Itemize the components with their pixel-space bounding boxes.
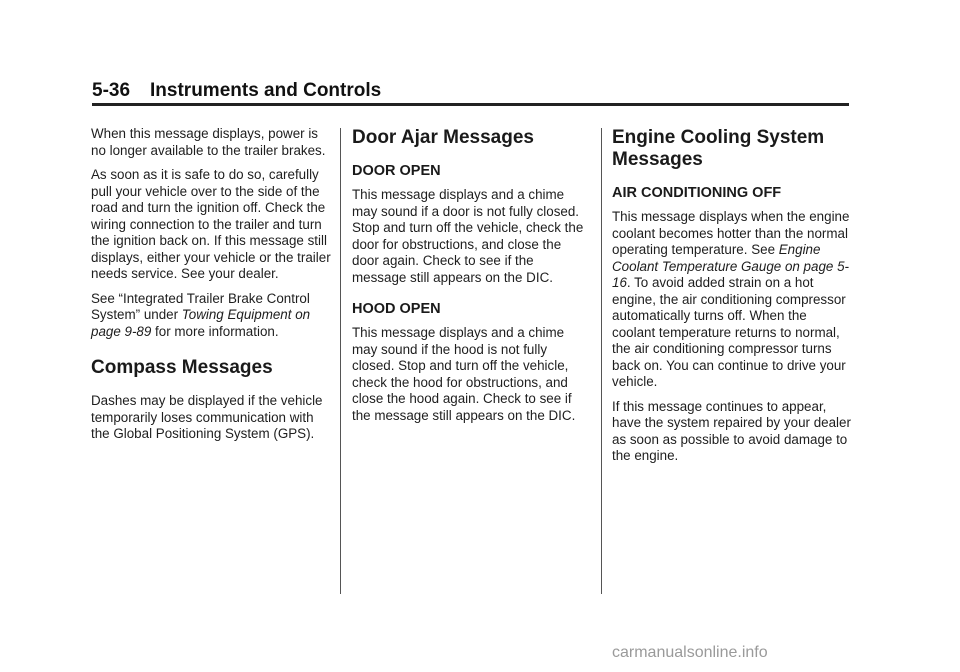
see-also-paragraph	[91, 291, 331, 341]
pull-over-paragraph: As soon as it is safe to do so, carefully pull your vehicle over to the side of the road and turn the ignition off. Check the wiring connection to the trailer and turn the ignition back on. If this message still displays, either your vehicle or the trailer needs service. See your dealer.	[91, 167, 331, 281]
towing-equipment-link[interactable]: Towing Equipment on page 9-89	[91, 307, 311, 339]
page-number: 5-36	[92, 80, 131, 101]
compass-messages-heading: Compass Messages	[91, 357, 273, 378]
door-ajar-heading: Door Ajar Messages	[352, 127, 534, 148]
column-divider-2	[601, 128, 602, 594]
header-rule	[92, 103, 849, 106]
section-title: Instruments and Controls	[150, 80, 382, 101]
ac-off-text: This message displays when the engine coolant becomes hotter than the normal operating temperature. See	[612, 209, 850, 257]
see-also-tail: for more information.	[151, 323, 279, 339]
compass-paragraph: Dashes may be displayed if the vehicle temporarily loses communication with the Global Positioning System (GPS).	[91, 393, 323, 441]
column-3	[612, 126, 852, 473]
door-open-paragraph: This message displays and a chime may sound if a door is not fully closed. Stop and turn off the vehicle, check the door for obstructions, and close the door again. Check to see if the message still appears on the DIC.	[352, 187, 584, 285]
hood-open-paragraph: This message displays and a chime may sound if the hood is not fully closed. Stop and turn off the vehicle, check the hood for obstructions, and close the hood again. Check to see if the message still appears on the DIC.	[352, 325, 576, 423]
see-also-text: See “Integrated Trailer Brake Control System” under	[91, 290, 310, 322]
trailer-brake-paragraph: When this message displays, power is no longer available to the trailer brakes.	[91, 126, 326, 158]
engine-cooling-heading: Engine Cooling System Messages	[612, 127, 825, 170]
ac-off-title: AIR CONDITIONING OFF	[612, 185, 782, 201]
repair-paragraph: If this message continues to appear, have the system repaired by your dealer as soon as possible to avoid damage to the engine.	[612, 398, 851, 463]
column-1	[91, 126, 331, 451]
ac-off-tail: . To avoid added strain on a hot engine, the air conditioning compressor automatically turns off. When the coolant temperature returns to normal, the air conditioning compressor turns back on. You can continue to drive your vehicle.	[612, 275, 846, 389]
column-divider-1	[340, 128, 341, 594]
coolant-gauge-link[interactable]: Engine Coolant Temperature Gauge on page 5-16	[612, 242, 849, 290]
door-open-title: DOOR OPEN	[352, 163, 441, 179]
page-header	[92, 80, 381, 102]
hood-open-title: HOOD OPEN	[352, 301, 441, 317]
ac-off-paragraph	[612, 209, 852, 391]
watermark-text: carmanualsonline.info	[612, 644, 768, 661]
column-2	[352, 126, 587, 432]
